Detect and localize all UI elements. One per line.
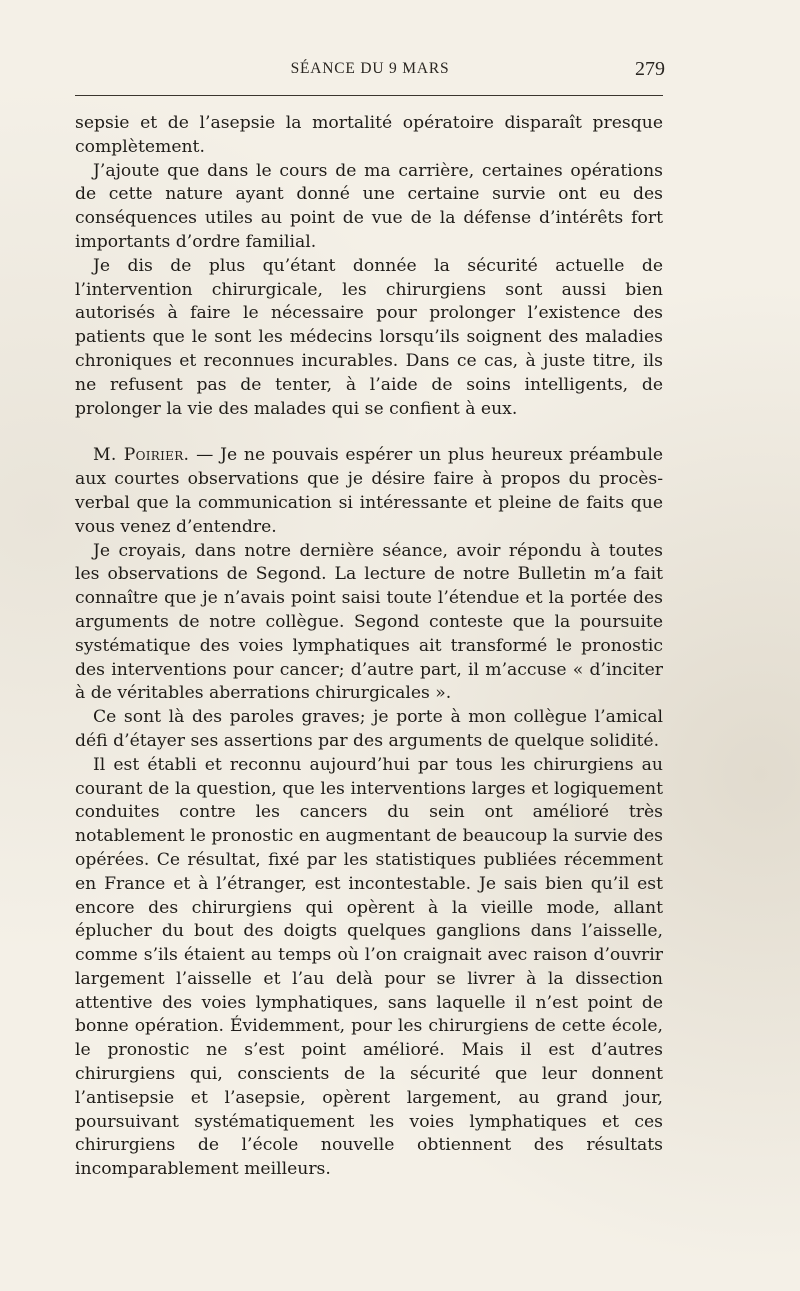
paragraph: J’ajoute que dans le cours de ma carrière, certaines opérations de cette nature ayant donné une certaine survie ont eu des conséquences utiles au point de vue de la défense d’intérêts fort importants d’ordre familial. <box>75 160 663 252</box>
paragraph: Je dis de plus qu’étant donnée la sécurité actuelle de l’intervention chirurgicale, les chirurgiens sont aussi bien autorisés à faire le nécessaire pour prolonger l’existence des patients que le sont les médecins lorsqu’ils soignent des maladies chroniques et reconnues incurables. Dans ce cas, à juste titre, ils ne refusent pas de tenter, à l’aide de soins intelligents, de prolonger la vie des malades qui se confient à eux. <box>75 255 663 419</box>
speech-paragraph <box>75 444 663 539</box>
paragraph-continuation: sepsie et de l’asepsie la mortalité opératoire disparaît presque complètement. <box>75 113 663 157</box>
speaker-name: M. Poirier. <box>93 445 190 466</box>
paragraph: Il est établi et reconnu aujourd’hui par tous les chirurgiens au courant de la question, que les interventions larges et logiquement conduites contre les cancers du sein ont amélioré très notablement le pronostic en augmentant de beaucoup la survie des opérées. Ce résultat, fixé par les statistiques publiées récemment en France et à l’étranger, est incontestable. Je sais bien qu’il est encore des chirurgiens qui opèrent à la vieille mode, allant éplucher du bout des doigts quelques ganglions dans l’aisselle, comme s’ils étaient au temps où l’on craignait avec raison d’ouvrir largement l’aisselle et l’au delà pour se livrer à la dissection attentive des voies lymphatiques, sans laquelle il n’est point de bonne opération. Évidemment, pour les chirurgiens de cette école, le pronostic ne s’est point amélioré. Mais il est d’autres chirurgiens qui, conscients de la sécurité que leur donnent l’antisepsie et l’asepsie, opèrent largement, au grand jour, poursuivant systématiquement les voies lymphatiques et ces chirurgiens de l’école nouvelle obtiennent des résultats incomparablement meilleurs. <box>75 754 663 1180</box>
running-title: SÉANCE DU 9 MARS <box>290 60 450 77</box>
paragraph: Ce sont là des paroles graves; je porte à mon collègue l’amical défi d’étayer ses assertions par des arguments de quelque solidité. <box>75 707 663 751</box>
paragraph: Je croyais, dans notre dernière séance, avoir répondu à toutes les observations de Segond. La lecture de notre Bulletin m’a fait connaître que je n’avais point saisi toute l’étendue et la portée des arguments de notre collègue. Segond conteste que la poursuite systématique des voies lymphatiques ait transformé le pronostic des interventions pour cancer; d’autre part, il m’accuse « d’inciter à de véritables aberrations chirurgicales ». <box>75 540 663 704</box>
running-head <box>75 58 665 86</box>
speech-text: — Je ne pouvais espérer un plus heureux préambule aux courtes observations que je désire faire à propos du procès-verbal que la communication si intéressante et pleine de faits que vous venez d’entendre. <box>75 445 663 537</box>
body-text <box>75 112 663 1182</box>
page-number: 279 <box>635 58 665 80</box>
header-rule <box>75 95 663 96</box>
